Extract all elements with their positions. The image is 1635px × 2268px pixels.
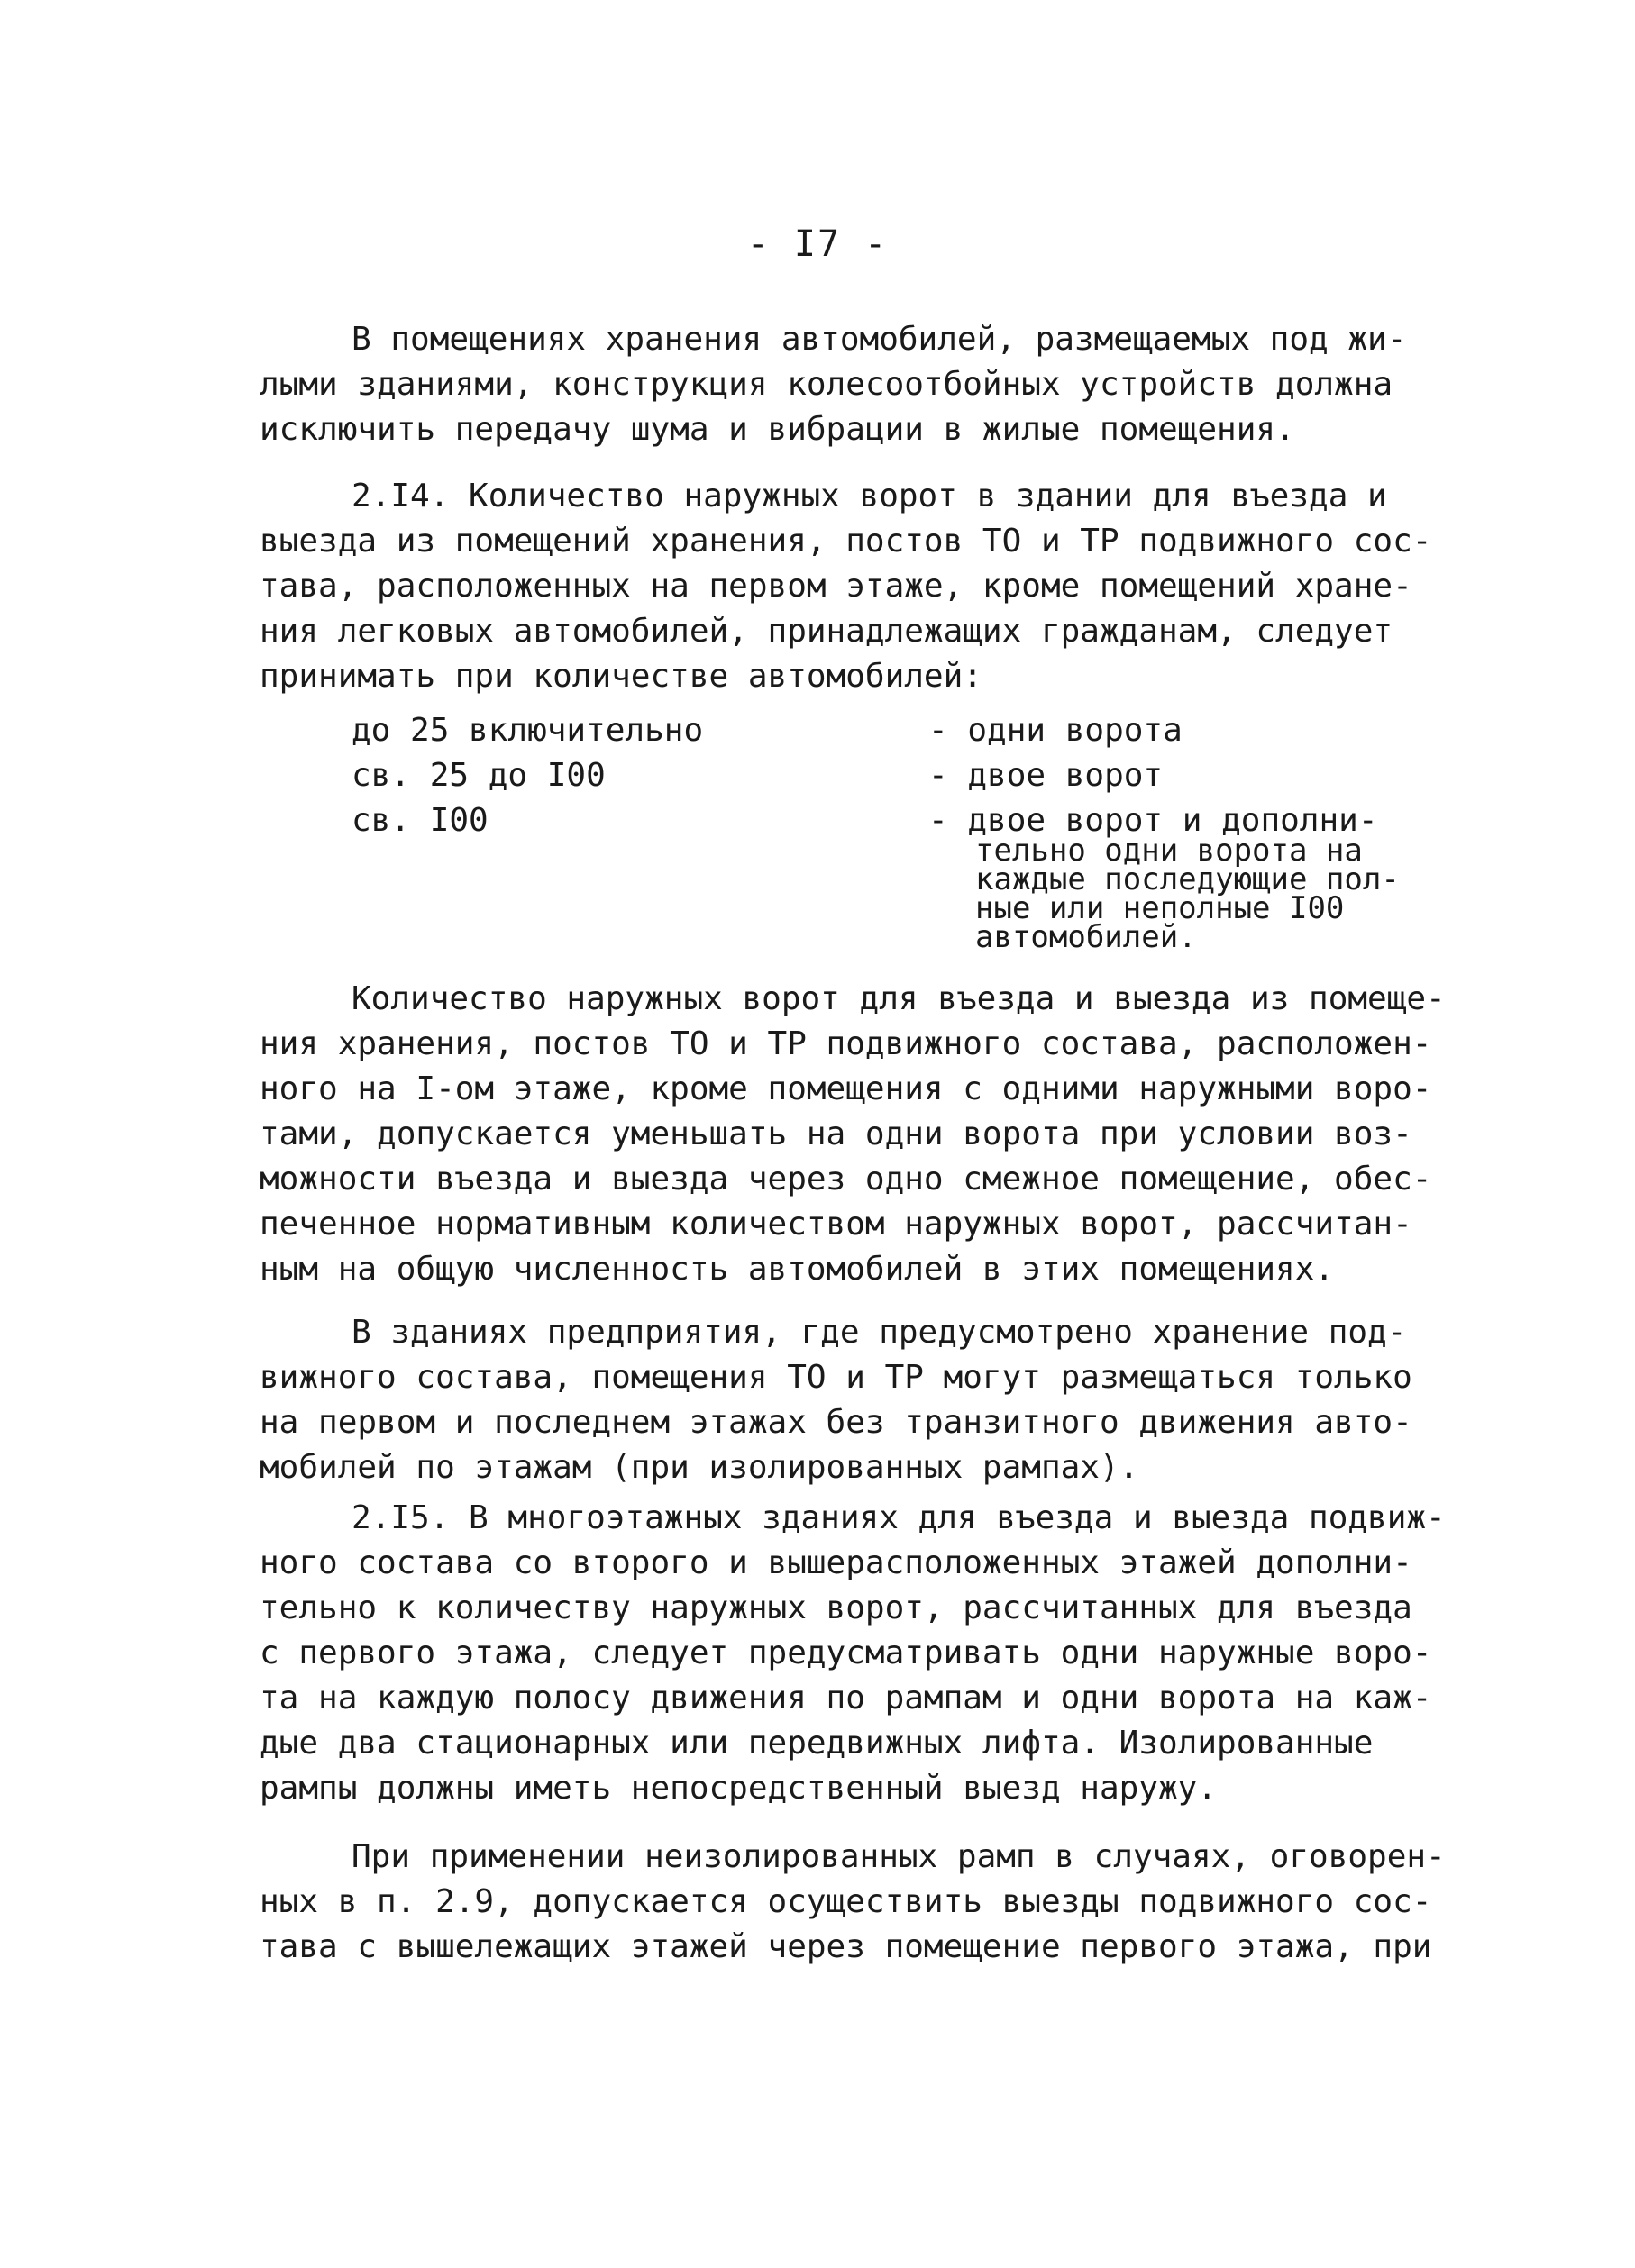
gates-count: - двое ворот xyxy=(928,757,1164,794)
paragraph-2-line: ния легковых автомобилей, принадлежащих гражданам, следует xyxy=(260,613,1393,650)
gates-range: св. I00 xyxy=(352,802,489,839)
paragraph-3-line: тами, допускается уменьшать на одни ворота при условии воз- xyxy=(260,1116,1412,1152)
paragraph-2-line: 2.I4. Количество наружных ворот в здании для въезда и xyxy=(352,478,1387,515)
paragraph-4-line: вижного состава, помещения ТО и ТР могут размещаться только xyxy=(260,1359,1412,1396)
paragraph-6-line: ных в п. 2.9, допускается осуществить выезды подвижного сос- xyxy=(260,1883,1432,1920)
paragraph-5-line: 2.I5. В многоэтажных зданиях для въезда и выезда подвиж- xyxy=(352,1499,1446,1536)
paragraph-4-line: на первом и последнем этажах без транзитного движения авто- xyxy=(260,1404,1412,1441)
paragraph-3-line: ния хранения, постов ТО и ТР подвижного состава, расположен- xyxy=(260,1025,1432,1062)
paragraph-4-line: мобилей по этажам (при изолированных рампах). xyxy=(260,1449,1139,1486)
paragraph-4-line: В зданиях предприятия, где предусмотрено хранение под- xyxy=(352,1314,1407,1351)
paragraph-3-line: ного на I-ом этаже, кроме помещения с одними наружными воро- xyxy=(260,1070,1432,1107)
gates-count-continuation: каждые последующие пол- xyxy=(975,861,1400,897)
paragraph-5-line: та на каждую полосу движения по рампам и одни ворота на каж- xyxy=(260,1680,1432,1717)
paragraph-6-line: тава с вышележащих этажей через помещение первого этажа, при xyxy=(260,1928,1432,1965)
paragraph-2-line: выезда из помещений хранения, постов ТО и ТР подвижного сос- xyxy=(260,523,1432,560)
gates-range: св. 25 до I00 xyxy=(352,757,606,794)
paragraph-3-line: печенное нормативным количеством наружных ворот, рассчитан- xyxy=(260,1206,1412,1243)
gates-count: - одни ворота xyxy=(928,712,1183,749)
gates-count-continuation: автомобилей. xyxy=(975,919,1197,955)
gates-count-continuation: ные или неполные I00 xyxy=(975,890,1345,926)
paragraph-1-line: исключить передачу шума и вибрации в жилые помещения. xyxy=(260,411,1295,448)
paragraph-6-line: При применении неизолированных рамп в случаях, оговорен- xyxy=(352,1838,1446,1875)
paragraph-5-line: дые два стационарных или передвижных лифта. Изолированные xyxy=(260,1725,1374,1762)
paragraph-5-line: рампы должны иметь непосредственный выезд наружу. xyxy=(260,1770,1218,1807)
paragraph-5-line: ного состава со второго и вышерасположенных этажей дополни- xyxy=(260,1544,1412,1581)
paragraph-1-line: В помещениях хранения автомобилей, размещаемых под жи- xyxy=(352,321,1407,358)
paragraph-2-line: принимать при количестве автомобилей: xyxy=(260,658,982,695)
page-number: - I7 - xyxy=(746,223,889,265)
paragraph-5-line: тельно к количеству наружных ворот, рассчитанных для въезда xyxy=(260,1589,1412,1626)
gates-count-continuation: тельно одни ворота на xyxy=(975,833,1363,869)
gates-count: - двое ворот и дополни- xyxy=(928,802,1378,839)
paragraph-2-line: тава, расположенных на первом этаже, кроме помещений хране- xyxy=(260,568,1412,605)
paragraph-5-line: с первого этажа, следует предусматривать одни наружные воро- xyxy=(260,1635,1432,1671)
paragraph-3-line: Количество наружных ворот для въезда и выезда из помеще- xyxy=(352,980,1446,1017)
paragraph-3-line: можности въезда и выезда через одно смежное помещение, обес- xyxy=(260,1161,1432,1198)
paragraph-1-line: лыми зданиями, конструкция колесоотбойных устройств должна xyxy=(260,366,1393,403)
gates-range: до 25 включительно xyxy=(352,712,704,749)
paragraph-3-line: ным на общую численность автомобилей в этих помещениях. xyxy=(260,1251,1335,1288)
